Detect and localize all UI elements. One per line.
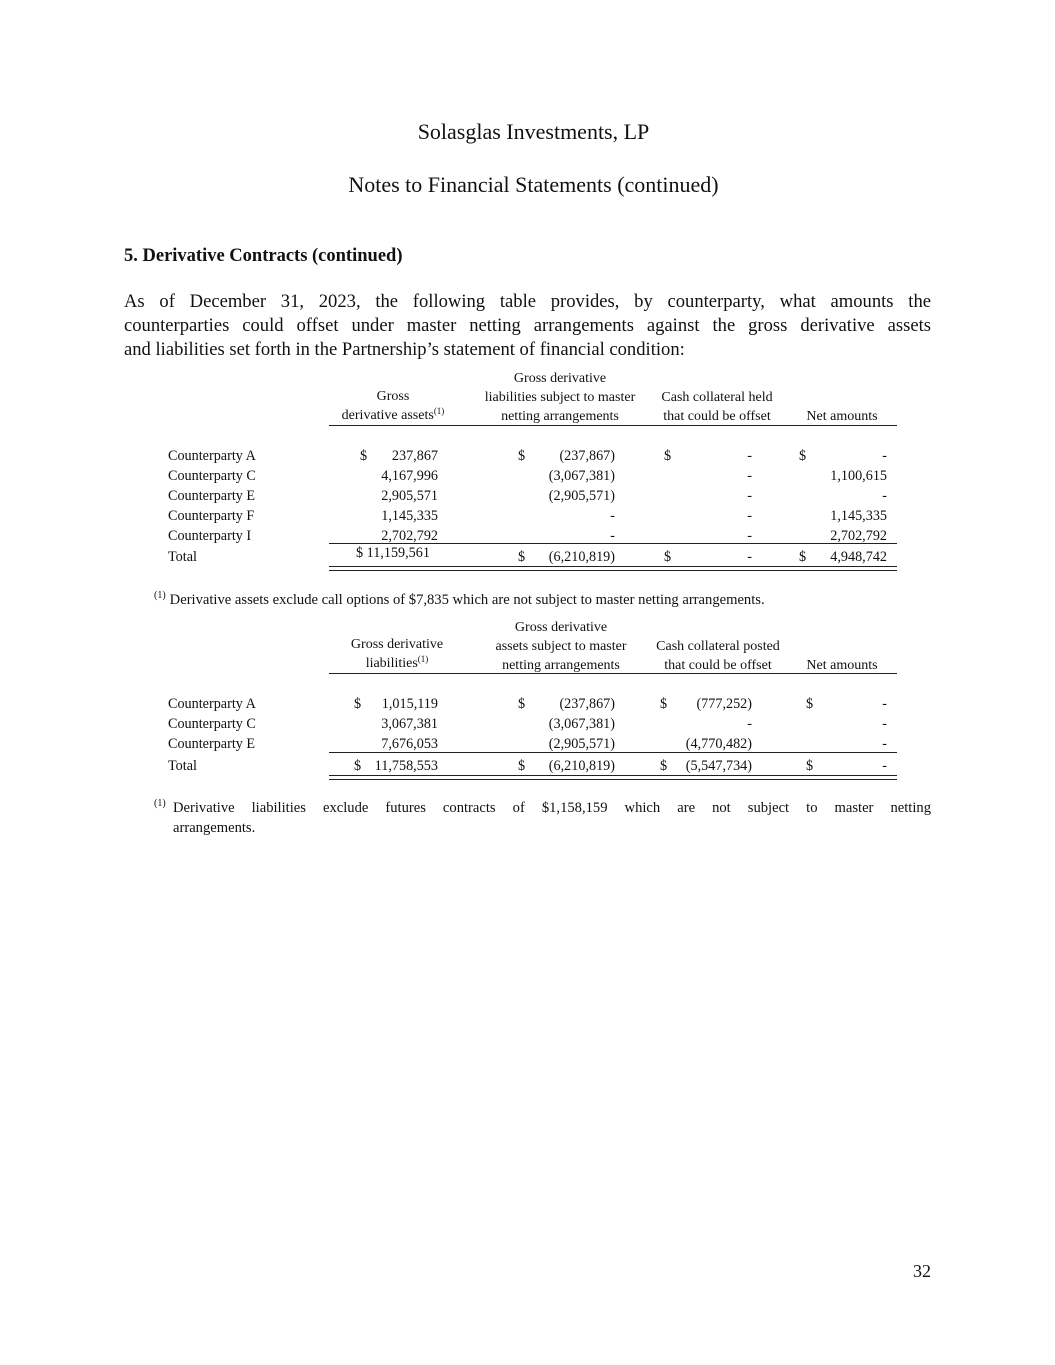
gross-liabilities-cell: 3,067,381 [381,716,438,732]
liab-total-gross: 11,758,553 [374,758,438,774]
gross-liabilities-cell: - [610,528,615,544]
cash-collateral-cell: - [747,528,752,544]
liab-total-gross-assets: (6,210,819) [548,758,615,774]
page-subtitle: Notes to Financial Statements (continued) [348,172,719,197]
net-amount-cell: 2,702,792 [830,528,887,544]
intro-line: and liabilities set forth in the Partnership’s statement of financial condition: [124,339,685,360]
row-currency-symbol: $ [799,448,807,464]
assets-total-net-symbol: $ [799,549,807,565]
gross-liabilities-cell: (3,067,381) [548,468,615,484]
assets-total-gross-liab-symbol: $ [518,549,526,565]
header-rule [329,425,897,426]
net-amount-cell: - [882,488,887,504]
assets-total-label: Total [168,549,197,565]
company-name: Solasglas Investments, LP [417,119,650,144]
row-currency-symbol: $ [664,448,672,464]
liab-total-net: - [882,758,887,774]
cash-collateral-cell: (777,252) [696,696,752,712]
assets-footnote: $^{(1)}$ Derivative assets exclude call options of $7,835 which are not subject to master netting arrangements. [154,590,765,608]
gross-liabilities-cell: (237,867) [559,448,615,464]
intro-line: As of December 31, 2023, the following table provides, by counterparty, what amounts the [124,291,931,312]
liab-total-net-symbol: $ [806,758,814,774]
row-currency-symbol: $ [806,696,814,712]
row-label: Counterparty E [168,736,256,752]
row-currency-symbol: $ [360,448,368,464]
footnote-line: Derivative liabilities exclude futures contracts of $1,158,159 which are not subject to master netting [173,800,931,816]
cash-collateral-cell: - [747,488,752,504]
row-label: Counterparty A [168,448,256,464]
assets-col-header-gross-assets: Gross derivative assets$^{(1)}$ [341,389,445,423]
liab-col-header-cash-collateral: Cash collateral posted that could be offset [656,639,780,673]
gross-assets-cell: (2,905,571) [548,736,615,752]
gross-assets-cell: 2,905,571 [381,488,438,504]
subtotal-rule [329,543,897,544]
gross-assets-cell: 237,867 [391,448,438,464]
header-rule [329,673,897,674]
section-heading: 5. Derivative Contracts (continued) [124,246,403,266]
cash-collateral-cell: - [747,508,752,524]
liab-total-cash: (5,547,734) [685,758,752,774]
assets-total-gross-liab: (6,210,819) [548,549,615,565]
net-amount-cell: - [882,736,887,752]
intro-paragraph [124,290,931,362]
row-label: Counterparty E [168,488,256,504]
assets-col-header-gross-liabilities: Gross derivative liabilities subject to master netting arrangements [484,371,636,424]
assets-col-header-net: Net amounts [806,409,878,424]
row-currency-symbol: $ [660,696,668,712]
gross-liabilities-cell: - [610,508,615,524]
liab-total-label: Total [168,758,197,774]
liab-total-gross-assets-symbol: $ [518,758,526,774]
row-currency-symbol: $ [518,448,526,464]
row-label: Counterparty F [168,508,255,524]
row-currency-symbol: $ [354,696,362,712]
subtotal-rule [329,752,897,753]
gross-liabilities-cell: (2,905,571) [548,488,615,504]
gross-liabilities-cell: 7,676,053 [381,736,438,752]
liab-col-header-gross-liabilities: Gross derivative liabilities$^{(1)}$ [350,637,444,671]
footnote-line: arrangements. [173,820,256,836]
row-label: Counterparty C [168,716,256,732]
gross-assets-cell: 4,167,996 [381,468,438,484]
liab-col-header-net: Net amounts [806,658,878,673]
cash-collateral-cell: - [747,716,752,732]
page-number: 32 [913,1261,931,1281]
liabilities-footnote [173,798,931,838]
net-amount-cell: 1,100,615 [830,468,887,484]
row-label: Counterparty A [168,696,256,712]
gross-liabilities-cell: 1,015,119 [381,696,438,712]
liab-col-header-gross-assets: Gross derivative assets subject to master netting arrangements [495,620,627,673]
total-double-rule [329,775,897,780]
gross-assets-cell: 1,145,335 [381,508,438,524]
net-amount-cell: - [882,448,887,464]
assets-total-net: 4,948,742 [830,549,887,565]
liabilities-footnote-marker: (1) [154,798,166,809]
gross-assets-cell: (237,867) [559,696,615,712]
intro-line: counterparties could offset under master netting arrangements against the gross derivative assets [124,315,931,336]
gross-assets-cell: (3,067,381) [548,716,615,732]
net-amount-cell: 1,145,335 [830,508,887,524]
row-label: Counterparty I [168,528,252,544]
net-amount-cell: - [882,696,887,712]
assets-total-gross: $ 11,159,561 [356,545,430,561]
assets-col-header-cash-collateral: Cash collateral held that could be offset [661,390,773,424]
cash-collateral-cell: - [747,448,752,464]
liab-total-cash-symbol: $ [660,758,668,774]
liab-total-gross-symbol: $ [354,758,362,774]
cash-collateral-cell: (4,770,482) [685,736,752,752]
assets-total-cash-symbol: $ [664,549,672,565]
row-currency-symbol: $ [518,696,526,712]
total-double-rule [329,566,897,571]
net-amount-cell: - [882,716,887,732]
row-label: Counterparty C [168,468,256,484]
cash-collateral-cell: - [747,468,752,484]
assets-total-cash: - [747,549,752,565]
gross-assets-cell: 2,702,792 [381,528,438,544]
